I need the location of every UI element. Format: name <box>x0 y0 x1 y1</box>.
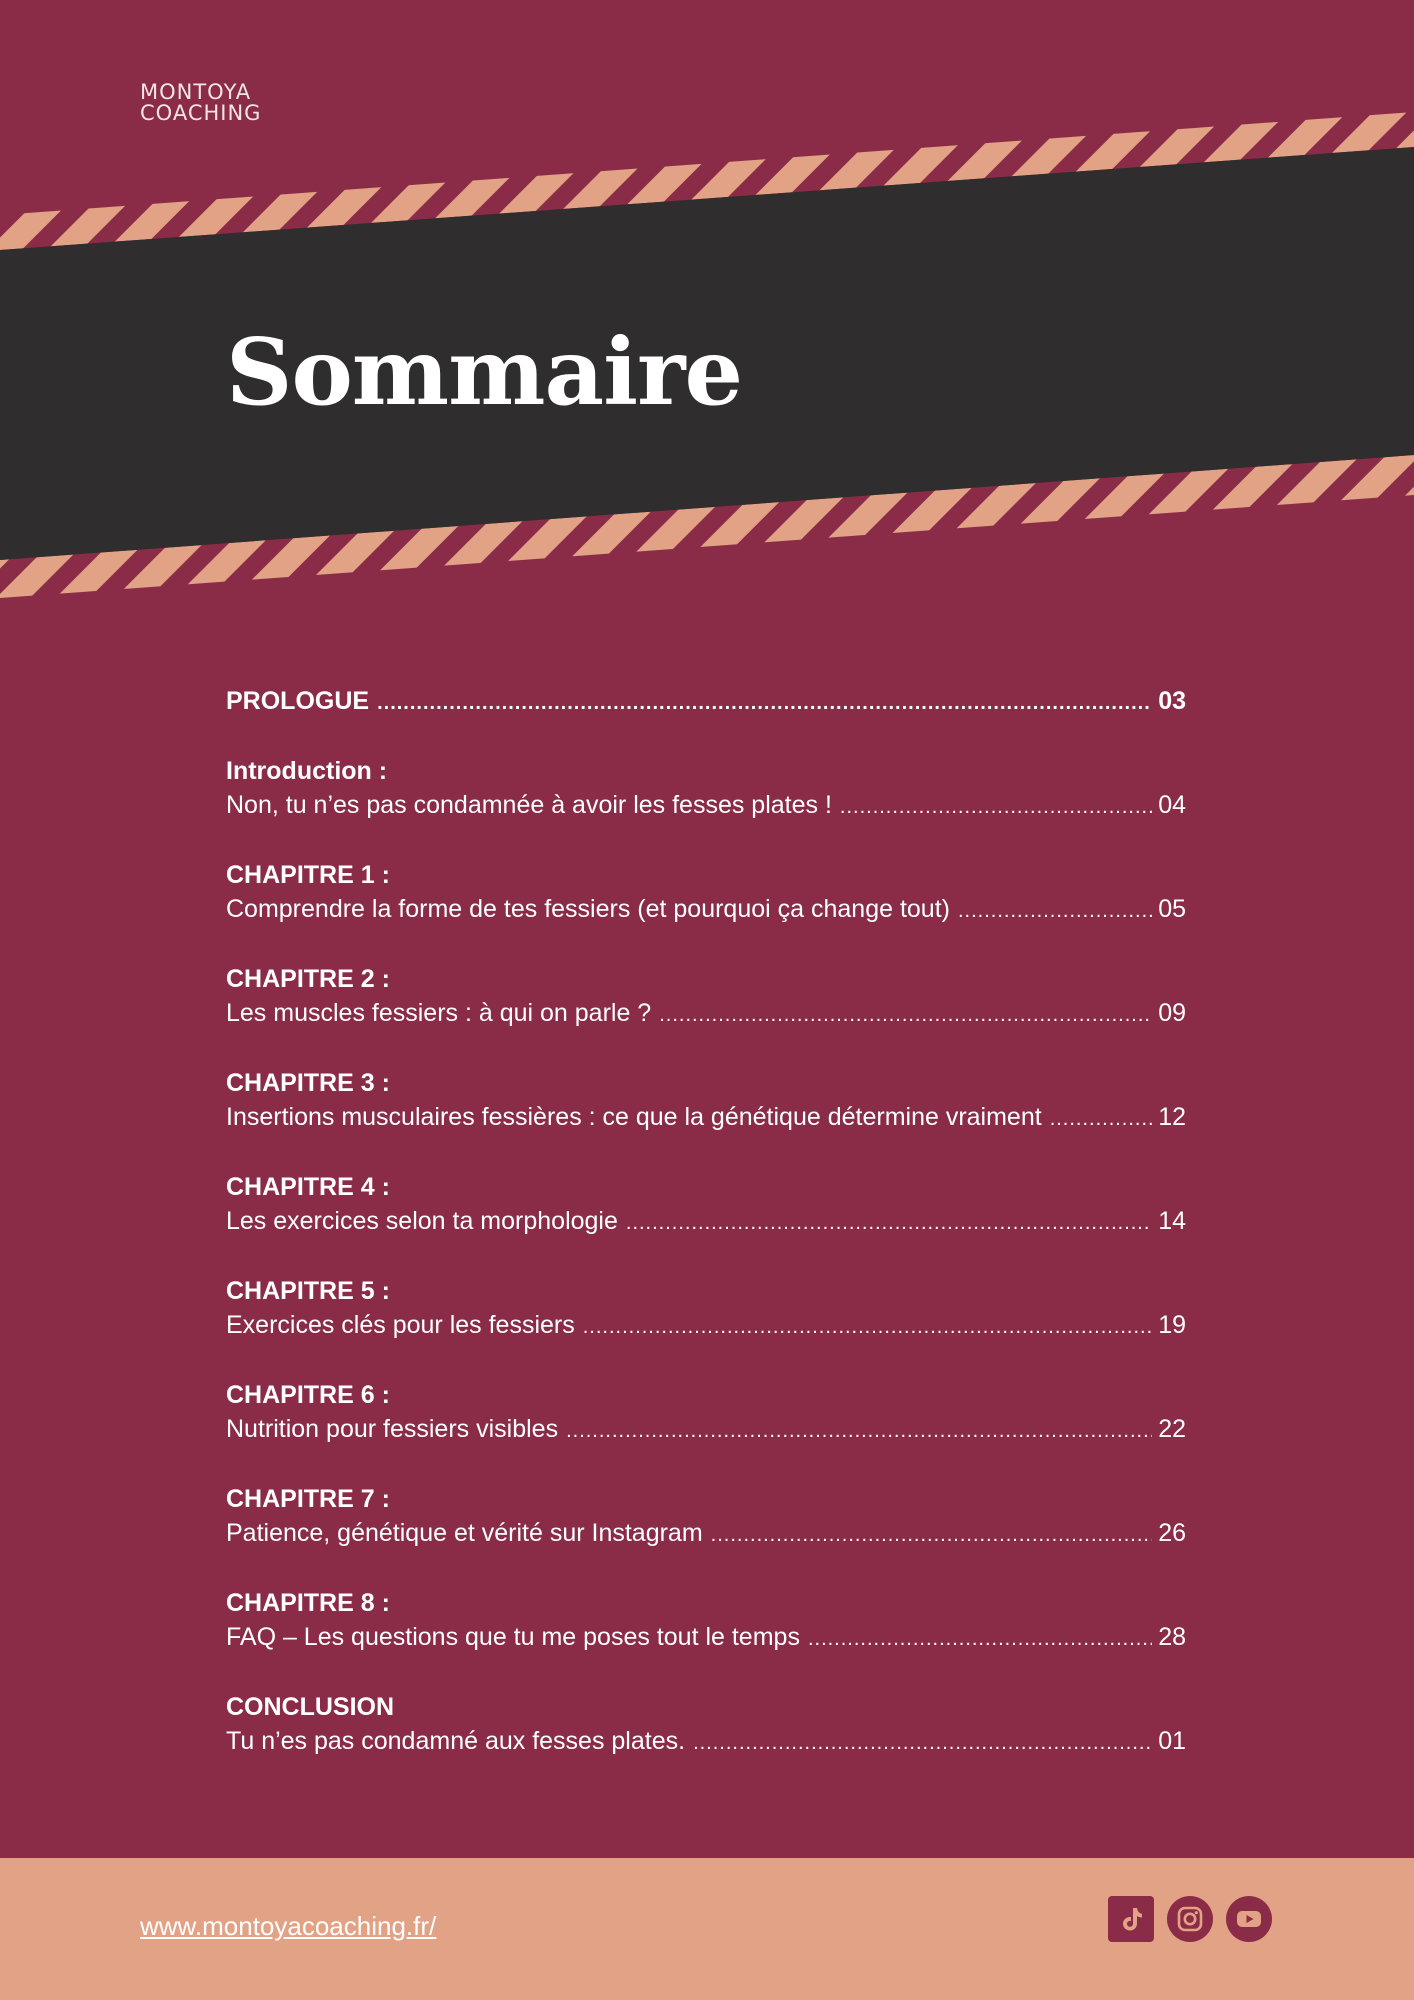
toc-row <box>226 1724 1186 1760</box>
youtube-button[interactable] <box>1226 1896 1272 1942</box>
toc-entry-chapitre-7[interactable] <box>226 1482 1186 1552</box>
toc-entry-conclusion[interactable] <box>226 1690 1186 1760</box>
toc-page-number: 28 <box>1158 1623 1186 1651</box>
toc-page-number: 12 <box>1158 1103 1186 1131</box>
tiktok-button[interactable] <box>1108 1896 1154 1942</box>
dot-leader <box>583 1310 1152 1344</box>
toc-entry-introduction[interactable] <box>226 754 1186 824</box>
toc-heading: CHAPITRE 8 : <box>226 1589 390 1617</box>
toc-page-number: 03 <box>1158 687 1186 715</box>
toc-row <box>226 892 1186 928</box>
toc-row <box>226 684 1186 720</box>
toc-label: Les exercices selon ta morphologie <box>226 1207 618 1235</box>
toc-heading: Introduction : <box>226 757 388 785</box>
dot-leader <box>377 686 1152 720</box>
toc-entry-chapitre-2[interactable] <box>226 962 1186 1032</box>
toc-entry-chapitre-4[interactable] <box>226 1170 1186 1240</box>
toc-heading: CHAPITRE 1 : <box>226 861 390 889</box>
toc-heading: CHAPITRE 6 : <box>226 1381 390 1409</box>
toc-entry-chapitre-6[interactable] <box>226 1378 1186 1448</box>
toc-heading: CONCLUSION <box>226 1693 395 1721</box>
page-title: Sommaire <box>226 318 743 426</box>
toc-page-number: 19 <box>1158 1311 1186 1339</box>
toc-row <box>226 996 1186 1032</box>
logo-line-1: MONTOYA <box>140 80 252 104</box>
toc-row <box>226 1204 1186 1240</box>
instagram-icon <box>1174 1903 1206 1935</box>
toc-label: FAQ – Les questions que tu me poses tout le temps <box>226 1623 800 1651</box>
dot-leader <box>693 1726 1152 1760</box>
toc-label: Patience, génétique et vérité sur Instagram <box>226 1519 703 1547</box>
toc-row <box>226 1100 1186 1136</box>
toc-heading: CHAPITRE 3 : <box>226 1069 390 1097</box>
dot-leader <box>566 1414 1152 1448</box>
toc-entry-prologue[interactable] <box>226 684 1186 720</box>
instagram-button[interactable] <box>1167 1896 1213 1942</box>
toc-row <box>226 788 1186 824</box>
dot-leader <box>958 894 1152 928</box>
toc-page-number: 05 <box>1158 895 1186 923</box>
toc-entry-chapitre-3[interactable] <box>226 1066 1186 1136</box>
toc-page-number: 09 <box>1158 999 1186 1027</box>
toc-label: Non, tu n’es pas condamnée à avoir les fesses plates ! <box>226 791 832 819</box>
toc-page-number: 01 <box>1158 1727 1186 1755</box>
tiktok-icon <box>1116 1904 1146 1934</box>
dot-leader <box>808 1622 1152 1656</box>
logo-line-2: COACHING <box>140 101 262 125</box>
toc-entry-chapitre-5[interactable] <box>226 1274 1186 1344</box>
dot-leader <box>1050 1102 1153 1136</box>
toc-label: Nutrition pour fessiers visibles <box>226 1415 559 1443</box>
toc-label: Exercices clés pour les fessiers <box>226 1311 575 1339</box>
dot-leader <box>659 998 1152 1032</box>
toc-row <box>226 1308 1186 1344</box>
toc-heading: CHAPITRE 5 : <box>226 1277 390 1305</box>
toc-entry-chapitre-8[interactable] <box>226 1586 1186 1656</box>
toc-page-number: 22 <box>1158 1415 1186 1443</box>
toc-page-number: 14 <box>1158 1207 1186 1235</box>
table-of-contents <box>226 684 1186 1794</box>
toc-entry-chapitre-1[interactable] <box>226 858 1186 928</box>
title-banner <box>0 0 1414 620</box>
toc-label: Tu n’es pas condamné aux fesses plates. <box>226 1727 686 1755</box>
toc-row <box>226 1620 1186 1656</box>
toc-label: Insertions musculaires fessières : ce que la génétique détermine vraiment <box>226 1103 1042 1131</box>
toc-label: PROLOGUE <box>226 687 370 715</box>
toc-label: Comprendre la forme de tes fessiers (et pourquoi ça change tout) <box>226 895 950 923</box>
dot-leader <box>711 1518 1153 1552</box>
toc-page-number: 26 <box>1158 1519 1186 1547</box>
toc-label: Les muscles fessiers : à qui on parle ? <box>226 999 652 1027</box>
toc-row <box>226 1516 1186 1552</box>
toc-heading: CHAPITRE 7 : <box>226 1485 390 1513</box>
toc-row <box>226 1412 1186 1448</box>
dot-leader <box>626 1206 1152 1240</box>
dot-leader <box>840 790 1152 824</box>
toc-page-number: 04 <box>1158 791 1186 819</box>
toc-heading: CHAPITRE 4 : <box>226 1173 390 1201</box>
website-link[interactable]: www.montoyacoaching.fr/ <box>140 1911 437 1941</box>
youtube-icon <box>1234 1904 1264 1934</box>
toc-heading: CHAPITRE 2 : <box>226 965 390 993</box>
